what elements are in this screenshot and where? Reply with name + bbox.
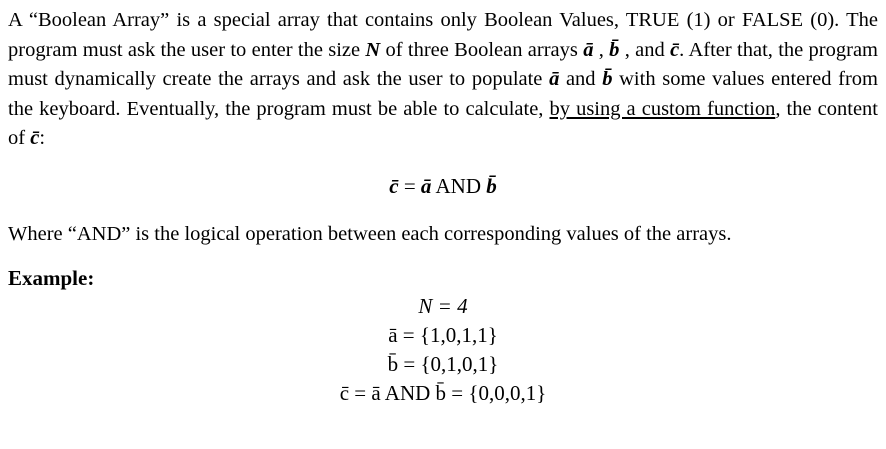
example-equations — [0, 292, 886, 408]
main-equation — [0, 172, 886, 200]
underlined-phrase: by using a custom function — [549, 97, 776, 120]
equation-operand-a: ā — [420, 174, 432, 198]
equation-operator: AND — [431, 174, 487, 198]
example-line-b: b̄ = {0,1,0,1} — [387, 352, 499, 376]
variable-a: ā — [549, 68, 560, 91]
text-run: . After that, the program must dynamically create the arrays and ask the user to populate — [8, 38, 878, 91]
example-line-c: c̄ = ā AND b̄ = {0,0,0,1} — [339, 381, 547, 405]
variable-n: N — [365, 38, 381, 61]
text-run: : — [39, 127, 46, 150]
variable-b: b̄ — [609, 38, 620, 61]
equation-operand-b: b̄ — [486, 174, 497, 198]
text-run: A “Boolean Array” is a special array that contains only Boolean Values, TRUE (1) or FALSE (0). The program must ask the user to enter the size — [8, 9, 878, 61]
text-run: , and — [619, 38, 671, 61]
where-explanation: Where “AND” is the logical operation between each corresponding values of the arrays. — [8, 223, 732, 245]
example-line-n: N = 4 — [418, 294, 468, 318]
variable-b: b̄ — [602, 68, 613, 91]
example-heading: Example: — [8, 266, 95, 290]
text-run: , — [593, 38, 610, 61]
text-run: , the content of — [8, 97, 878, 150]
variable-a: ā — [583, 38, 594, 61]
example-line-a: ā = {1,0,1,1} — [388, 323, 498, 347]
text-run: of three Boolean arrays — [380, 38, 584, 61]
equation-lhs: c̄ — [389, 174, 399, 198]
variable-c: c̄ — [670, 38, 680, 61]
text-run: and — [559, 68, 603, 91]
equation-equals: = — [398, 174, 421, 198]
text-run: with some values entered from the keyboard. Eventually, the program must be able to calculate, — [8, 68, 878, 120]
problem-description — [8, 6, 878, 154]
variable-c: c̄ — [30, 127, 40, 150]
